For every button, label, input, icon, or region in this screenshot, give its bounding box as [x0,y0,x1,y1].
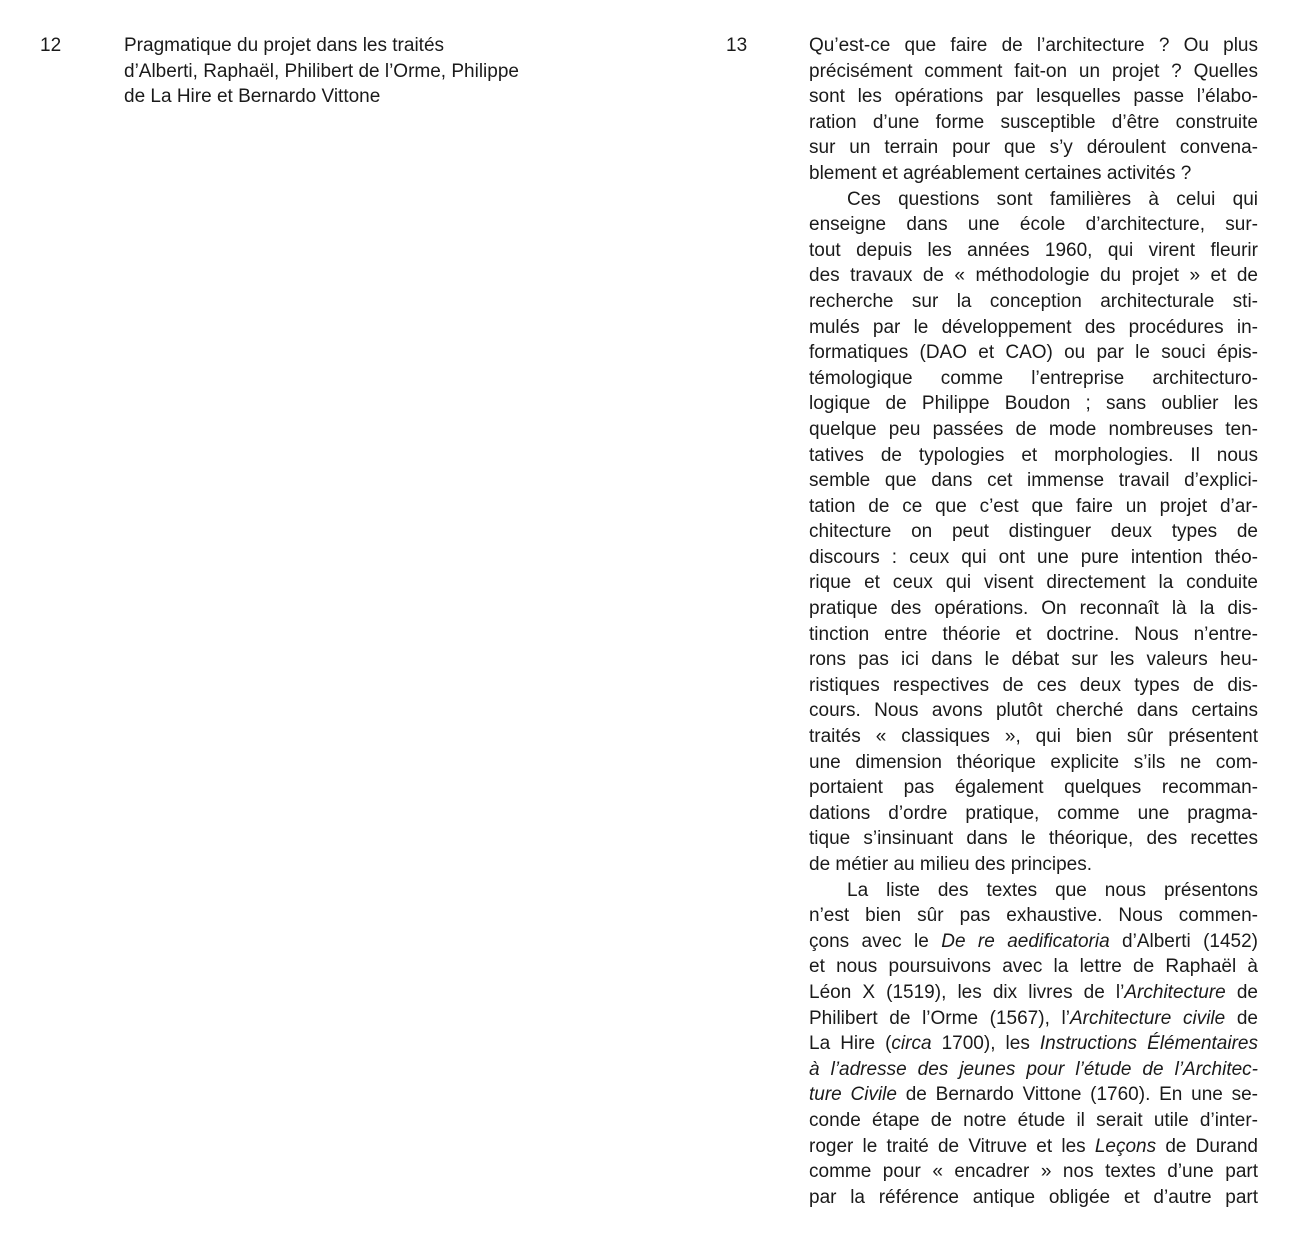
text-line: ration d’une forme susceptible d’être construite [809,111,1258,133]
italic-title: Leçons [1094,1135,1157,1157]
text-line: tinction entre théorie et doctrine. Nous n’entre- [809,623,1258,645]
paragraph-3 [809,878,1258,1211]
text-line: La liste des textes que nous présentons [847,879,1258,901]
chapter-title-line: d’Alberti, Raphaël, Philibert de l’Orme, Philippe [124,60,519,82]
text-run: de Durand [1156,1135,1258,1157]
text-line: cours. Nous avons plutôt cherché dans certains [809,700,1258,722]
text-run: çons avec le [809,930,942,952]
text-line: tout depuis les années 1960, qui virent fleurir [809,239,1258,261]
text-line: quelque peu passées de mode nombreuses ten- [809,418,1258,440]
italic-title: ture Civile [809,1084,897,1106]
text-line: dations d’ordre pratique, comme une pragma- [809,802,1258,824]
paragraph-2 [809,187,1258,878]
text-line: rique et ceux qui visent directement la conduite [809,572,1258,594]
text-line: pratique des opérations. On reconnaît là la dis- [809,598,1258,620]
text-run: La Hire ( [809,1033,892,1055]
text-line: traités « classiques », qui bien sûr présentent [809,726,1258,748]
text-line: portaient pas également quelques recomman- [809,777,1258,799]
text-line: sur un terrain pour que s’y déroulent convena- [809,137,1258,159]
text-run: Philibert de l’Orme (1567), l’ [809,1007,1070,1029]
text-run: de [1225,981,1258,1003]
text-line: recherche sur la conception architecturale sti- [809,290,1258,312]
text-line [809,1057,1258,1083]
text-line [809,1031,1258,1057]
text-line: des travaux de « méthodologie du projet » et de [809,265,1258,287]
text-line: tatives de typologies et morphologies. Il nous [809,444,1258,466]
text-line: Ces questions sont familières à celui qui [847,188,1258,210]
text-line: par la référence antique obligée et d’autre part [809,1186,1258,1208]
text-run: d’Alberti (1452) [1109,930,1258,952]
text-line: précisément comment fait-on un projet ? Quelles [809,60,1258,82]
text-line [809,1006,1258,1032]
text-line: Qu’est-ce que faire de l’architecture ? Ou plus [809,35,1258,56]
italic-title: à l’adresse des jeunes pour l’étude de l’Architec- [809,1058,1258,1080]
body-text [809,33,1258,1210]
chapter-title-line: de La Hire et Bernardo Vittone [124,86,381,108]
text-line: sont les opérations par lesquelles passe l’élabo- [809,86,1258,108]
page-number-left: 12 [40,35,62,56]
text-line [809,929,1258,955]
text-line: tique s’insinuant dans le théorique, des recettes [809,828,1258,850]
text-line: mulés par le développement des procédures in- [809,316,1258,338]
paragraph-1 [809,33,1258,187]
italic-title: Instructions Élémentaires [1039,1033,1258,1055]
text-run: Léon X (1519), les dix livres de l’ [809,981,1125,1003]
text-line [809,980,1258,1006]
text-line: semble que dans cet immense travail d’explici- [809,470,1258,492]
text-line: formatiques (DAO et CAO) ou par le souci épis- [809,342,1258,364]
text-line: blement et agréablement certaines activités ? [809,162,1192,184]
italic-title: De re aedificatoria [941,930,1110,952]
text-line: témologique comme l’entreprise architecturo- [809,367,1258,389]
text-line: conde étape de notre étude il serait utile d’inter- [809,1109,1258,1131]
chapter-title-line: Pragmatique du projet dans les traités [124,35,445,56]
text-run: 1700), les [931,1033,1040,1055]
chapter-title [124,33,579,110]
italic-title: Architecture [1124,981,1226,1003]
text-line: logique de Philippe Boudon ; sans oublier les [809,393,1258,415]
text-line [809,1134,1258,1160]
text-line: comme pour « encadrer » nos textes d’une part [809,1161,1258,1183]
text-line: ristiques respectives de ces deux types de dis- [809,674,1258,696]
text-line [809,1082,1258,1108]
text-line: discours : ceux qui ont une pure intention théo- [809,546,1258,568]
text-line: tation de ce que c’est que faire un projet d’ar- [809,495,1258,517]
italic-term: circa [891,1033,932,1055]
text-run: de Bernardo Vittone (1760). En une se- [896,1084,1258,1106]
text-run: roger le traité de Vitruve et les [809,1135,1095,1157]
text-line: n’est bien sûr pas exhaustive. Nous commen- [809,905,1258,927]
text-line: et nous poursuivons avec la lettre de Raphaël à [809,956,1258,978]
page-number-right: 13 [726,35,748,56]
text-line: une dimension théorique explicite s’ils ne com- [809,751,1258,773]
text-line: de métier au milieu des principes. [809,854,1093,875]
text-line: rons pas ici dans le débat sur les valeurs heu- [809,649,1258,671]
text-run: de [1225,1007,1258,1029]
italic-title: Architecture civile [1069,1007,1226,1029]
text-line: enseigne dans une école d’architecture, sur- [809,214,1258,236]
text-line: chitecture on peut distinguer deux types de [809,521,1258,543]
